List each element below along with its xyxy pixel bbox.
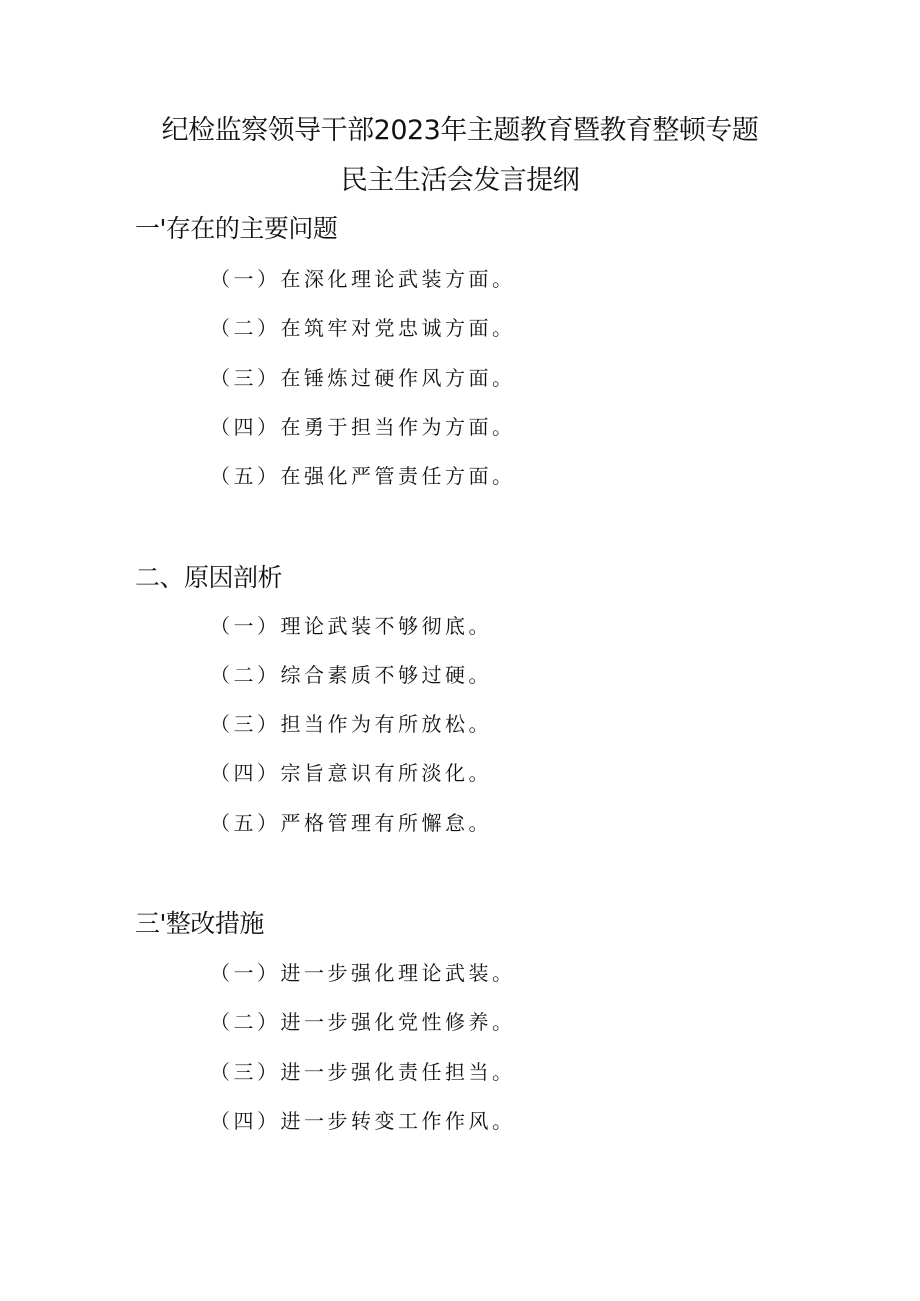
section-heading-cause-analysis: 二、原因剖析: [135, 563, 283, 592]
list-item: （三）在锤炼过硬作风方面。: [210, 366, 516, 390]
list-item: （五）在强化严管责任方面。: [210, 464, 516, 488]
section-heading-problems: 一'存在的主要问题: [135, 214, 338, 243]
list-item: （一）在深化理论武装方面。: [210, 267, 516, 291]
list-item: （三）进一步强化责任担当。: [210, 1060, 516, 1084]
document-title-line-1: 纪检监察领导干部2023年主题教育暨教育整顿专题: [161, 115, 759, 146]
section-heading-rectification: 三'整改措施: [135, 909, 264, 938]
list-item: （二）进一步强化党性修养。: [210, 1010, 516, 1034]
document-title-line-2: 民主生活会发言提纲: [340, 165, 580, 196]
list-item: （一）理论武装不够彻底。: [210, 614, 492, 638]
list-item: （二）综合素质不够过硬。: [210, 663, 492, 687]
list-item: （四）在勇于担当作为方面。: [210, 415, 516, 439]
list-item: （五）严格管理有所懈怠。: [210, 811, 492, 835]
list-item: （四）宗旨意识有所淡化。: [210, 761, 492, 785]
list-item: （二）在筑牢对党忠诚方面。: [210, 316, 516, 340]
list-item: （三）担当作为有所放松。: [210, 712, 492, 736]
list-item: （四）进一步转变工作作风。: [210, 1109, 516, 1133]
list-item: （一）进一步强化理论武装。: [210, 961, 516, 985]
